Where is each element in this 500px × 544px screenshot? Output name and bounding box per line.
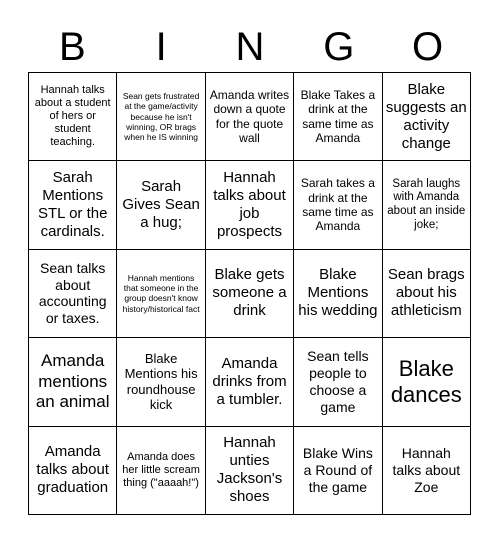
bingo-header xyxy=(28,22,472,72)
bingo-cell[interactable]: Sean tells people to choose a game xyxy=(294,338,382,426)
bingo-cell[interactable]: Sean talks about accounting or taxes. xyxy=(29,250,117,338)
header-letter-n: N xyxy=(235,25,265,69)
bingo-cell[interactable]: Blake dances xyxy=(383,338,471,426)
bingo-cell[interactable]: Amanda drinks from a tumbler. xyxy=(206,338,294,426)
bingo-cell[interactable]: Amanda mentions an animal xyxy=(29,338,117,426)
bingo-cell[interactable]: Blake gets someone a drink xyxy=(206,250,294,338)
bingo-cell[interactable]: Blake Mentions his roundhouse kick xyxy=(117,338,205,426)
bingo-cell[interactable]: Amanda talks about graduation xyxy=(29,427,117,515)
bingo-cell[interactable]: Hannah talks about Zoe xyxy=(383,427,471,515)
bingo-cell[interactable]: Blake Wins a Round of the game xyxy=(294,427,382,515)
bingo-cell[interactable]: Sean gets frustrated at the game/activity because he isn't winning, OR brags when he IS winning xyxy=(117,73,205,161)
bingo-board xyxy=(28,72,471,515)
bingo-cell[interactable]: Amanda writes down a quote for the quote wall xyxy=(206,73,294,161)
header-letter-g: G xyxy=(323,25,355,69)
bingo-cell[interactable]: Hannah talks about job prospects xyxy=(206,161,294,249)
header-letter-b: B xyxy=(59,25,86,69)
bingo-cell[interactable]: Hannah mentions that someone in the group doesn't know history/historical fact xyxy=(117,250,205,338)
bingo-cell[interactable]: Amanda does her little scream thing ("aaaah!") xyxy=(117,427,205,515)
header-letter-i: I xyxy=(155,25,167,69)
bingo-cell[interactable]: Sean brags about his athleticism xyxy=(383,250,471,338)
header-letter-o: O xyxy=(412,25,444,69)
bingo-cell[interactable]: Blake Mentions his wedding xyxy=(294,250,382,338)
bingo-cell[interactable]: Sarah takes a drink at the same time as Amanda xyxy=(294,161,382,249)
bingo-cell[interactable]: Blake Takes a drink at the same time as Amanda xyxy=(294,73,382,161)
bingo-cell[interactable]: Hannah talks about a student of hers or student teaching. xyxy=(29,73,117,161)
bingo-cell[interactable]: Blake suggests an activity change xyxy=(383,73,471,161)
bingo-cell[interactable]: Sarah Gives Sean a hug; xyxy=(117,161,205,249)
bingo-cell[interactable]: Sarah Mentions STL or the cardinals. xyxy=(29,161,117,249)
bingo-cell[interactable]: Sarah laughs with Amanda about an inside joke; xyxy=(383,161,471,249)
bingo-cell[interactable]: Hannah unties Jackson's shoes xyxy=(206,427,294,515)
